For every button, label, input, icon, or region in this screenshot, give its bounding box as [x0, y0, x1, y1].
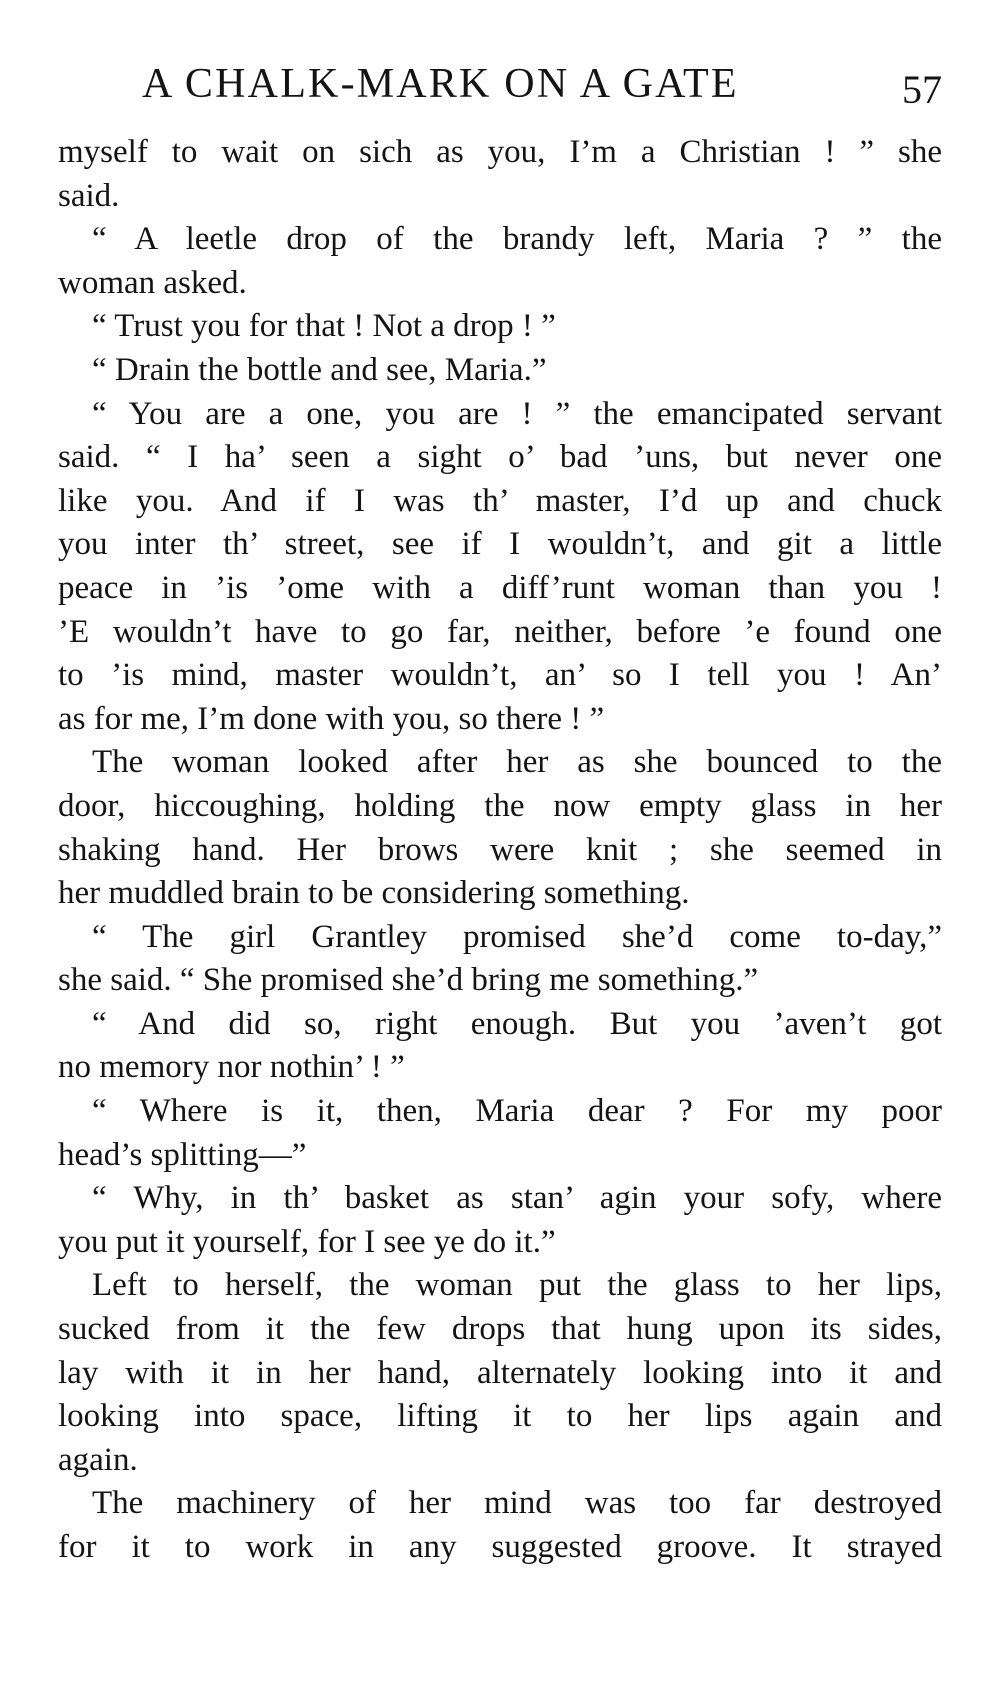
running-head — [58, 54, 942, 114]
running-title: A CHALK-MARK ON A GATE — [142, 61, 739, 107]
text-line: lay with it in her hand, alternately looking into it and — [58, 1354, 942, 1391]
text-line: peace in ’is ’ome with a diff’runt woman than you ! — [58, 569, 942, 606]
text-line: “ The girl Grantley promised she’d come to-day,” — [92, 918, 942, 955]
text-line: looking into space, lifting it to her lips again and — [58, 1398, 942, 1435]
text-line: “ Why, in th’ basket as stan’ agin your sofy, where — [92, 1180, 942, 1217]
text-line: as for me, I’m done with you, so there ! ” — [58, 700, 605, 737]
text-line: said. “ I ha’ seen a sight o’ bad ’uns, but never one — [58, 439, 942, 476]
page-number: 57 — [902, 67, 942, 112]
text-line: head’s splitting—” — [58, 1136, 307, 1173]
body-text — [58, 131, 942, 1570]
text-line: “ Drain the bottle and see, Maria.” — [92, 351, 547, 388]
text-line: you put it yourself, for I see ye do it.” — [58, 1223, 556, 1260]
text-line: door, hiccoughing, holding the now empty glass in her — [58, 787, 942, 824]
text-line: “ Where is it, then, Maria dear ? For my poor — [92, 1093, 942, 1130]
text-line: shaking hand. Her brows were knit ; she seemed in — [58, 831, 942, 868]
text-line: Left to herself, the woman put the glass to her lips, — [92, 1267, 942, 1304]
text-line: she said. “ She promised she’d bring me something.” — [58, 962, 759, 999]
text-line: woman asked. — [58, 264, 247, 301]
text-line: “ And did so, right enough. But you ’aven’t got — [92, 1005, 942, 1042]
text-line: her muddled brain to be considering something. — [58, 875, 690, 912]
text-line: no memory nor nothin’ ! ” — [58, 1049, 405, 1086]
text-line: myself to wait on sich as you, I’m a Christian ! ” she — [58, 134, 942, 170]
text-line: The woman looked after her as she bounced to the — [92, 744, 942, 781]
text-line: again. — [58, 1441, 138, 1478]
text-line: “ Trust you for that ! Not a drop ! ” — [92, 308, 556, 345]
book-page — [58, 0, 942, 1681]
text-line: sucked from it the few drops that hung upon its sides, — [58, 1311, 942, 1348]
text-line: to ’is mind, master wouldn’t, an’ so I tell you ! An’ — [58, 657, 942, 694]
text-line: ’E wouldn’t have to go far, neither, before ’e found one — [58, 613, 942, 650]
text-line: “ You are a one, you are ! ” the emancipated servant — [92, 395, 942, 432]
text-line: The machinery of her mind was too far destroyed — [92, 1485, 942, 1522]
text-line: for it to work in any suggested groove. It strayed — [58, 1529, 942, 1565]
text-line: like you. And if I was th’ master, I’d up and chuck — [58, 482, 942, 519]
text-line: “ A leetle drop of the brandy left, Maria ? ” the — [92, 221, 942, 258]
text-line: you inter th’ street, see if I wouldn’t, and git a little — [58, 526, 942, 563]
text-line: said. — [58, 177, 120, 214]
